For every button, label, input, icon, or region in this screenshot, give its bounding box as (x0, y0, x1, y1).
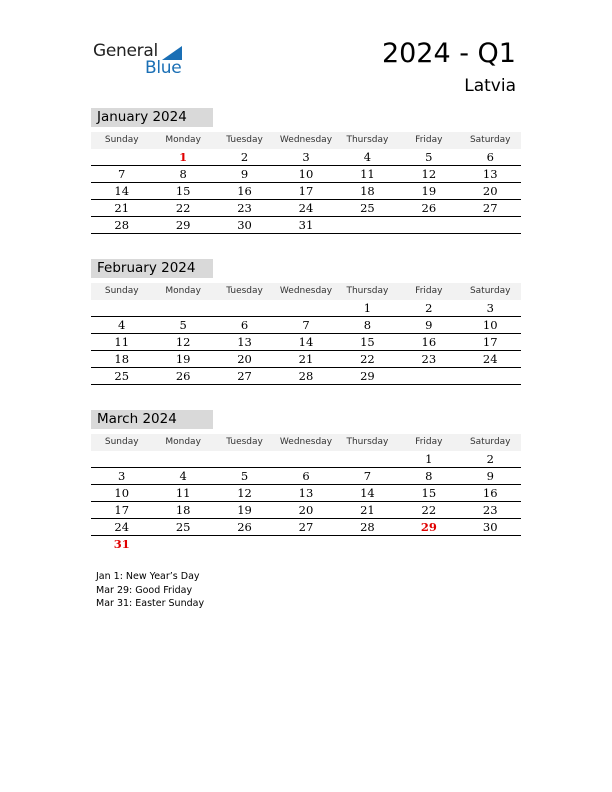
day-cell: 27 (482, 201, 498, 215)
empty-day-cell (398, 217, 459, 233)
day-cell: 16 (237, 184, 252, 198)
day-cell: 11 (360, 167, 375, 181)
weekday-label: Saturday (469, 437, 511, 447)
holiday-note: Mar 29: Good Friday (96, 584, 193, 596)
weekday-label: Wednesday (279, 437, 333, 447)
day-cell: 27 (237, 369, 252, 383)
day-cell: 26 (175, 369, 191, 383)
day-cell: 10 (298, 167, 314, 181)
weekday-label: Thursday (346, 135, 389, 145)
day-cell: 20 (482, 184, 498, 198)
day-cell: 5 (240, 469, 249, 483)
weekday-label: Thursday (346, 437, 389, 447)
day-cell: 12 (421, 167, 437, 181)
day-cell: 30 (482, 520, 498, 534)
day-cell: 8 (363, 318, 372, 332)
day-cell: 25 (114, 369, 130, 383)
month-february (91, 259, 521, 385)
day-cell: 14 (114, 184, 130, 198)
day-cell: 28 (298, 369, 314, 383)
day-cell: 13 (237, 335, 252, 349)
empty-day-cell (275, 300, 336, 316)
day-cell: 7 (302, 318, 310, 332)
empty-day-cell (275, 536, 336, 552)
week-row (91, 368, 521, 385)
day-cell: 12 (237, 486, 252, 500)
day-cell: 24 (482, 352, 498, 366)
weekday-label: Wednesday (279, 286, 333, 296)
day-cell: 8 (179, 167, 187, 181)
empty-day-cell (398, 368, 459, 384)
empty-day-cell (337, 451, 398, 467)
week-row (91, 334, 521, 351)
day-cell: 20 (237, 352, 252, 366)
day-cell: 25 (175, 520, 191, 534)
day-cell: 6 (240, 318, 249, 332)
day-cell: 22 (175, 201, 191, 215)
day-cell: 16 (421, 335, 437, 349)
week-row (91, 183, 521, 200)
day-cell: 1 (425, 452, 433, 466)
day-cell: 13 (482, 167, 498, 181)
logo-blue-text: Blue (145, 58, 182, 78)
weekday-label: Saturday (469, 286, 511, 296)
weekday-label: Thursday (346, 286, 389, 296)
weekday-label: Monday (165, 437, 201, 447)
day-cell: 29 (420, 520, 437, 534)
week-row (91, 519, 521, 536)
day-cell: 8 (425, 469, 433, 483)
day-cell: 1 (179, 150, 188, 164)
day-cell: 5 (179, 318, 187, 332)
day-cell: 3 (486, 301, 494, 315)
day-cell: 15 (175, 184, 191, 198)
weekday-header (91, 434, 521, 451)
day-cell: 31 (298, 218, 314, 232)
day-cell: 23 (237, 201, 252, 215)
day-cell: 10 (114, 486, 130, 500)
empty-day-cell (152, 536, 213, 552)
day-cell: 1 (363, 301, 372, 315)
week-row (91, 351, 521, 368)
day-cell: 6 (486, 150, 494, 164)
month-title: March 2024 (91, 410, 213, 429)
empty-day-cell (337, 536, 398, 552)
weekday-label: Wednesday (279, 135, 333, 145)
day-cell: 2 (240, 150, 249, 164)
empty-day-cell (337, 217, 398, 233)
day-cell: 29 (360, 369, 375, 383)
day-cell: 19 (175, 352, 191, 366)
empty-day-cell (152, 300, 213, 316)
day-cell: 2 (425, 301, 433, 315)
day-cell: 7 (363, 469, 372, 483)
weekday-label: Sunday (104, 135, 139, 145)
weekday-label: Friday (415, 286, 443, 296)
day-cell: 19 (237, 503, 252, 517)
empty-day-cell (214, 451, 275, 467)
day-cell: 21 (114, 201, 130, 215)
day-cell: 29 (175, 218, 191, 232)
page-title: 2024 - Q1 (381, 38, 516, 69)
weekday-label: Tuesday (226, 286, 263, 296)
day-cell: 9 (240, 167, 249, 181)
empty-day-cell (398, 536, 459, 552)
day-cell: 28 (114, 218, 130, 232)
weekday-label: Monday (165, 135, 201, 145)
holiday-note: Mar 31: Easter Sunday (96, 598, 205, 609)
month-title: January 2024 (91, 108, 213, 127)
empty-day-cell (152, 451, 213, 467)
day-cell: 24 (298, 201, 314, 215)
day-cell: 20 (298, 503, 314, 517)
day-cell: 26 (421, 201, 437, 215)
weekday-label: Friday (415, 437, 443, 447)
weekday-label: Friday (415, 135, 443, 145)
day-cell: 2 (486, 452, 494, 466)
day-cell: 30 (237, 218, 252, 232)
weekday-label: Sunday (104, 286, 139, 296)
empty-day-cell (460, 217, 521, 233)
day-cell: 6 (302, 469, 310, 483)
day-cell: 4 (118, 318, 126, 332)
week-row (91, 468, 521, 485)
day-cell: 26 (237, 520, 252, 534)
empty-day-cell (91, 300, 152, 316)
day-cell: 13 (298, 486, 314, 500)
day-cell: 14 (298, 335, 314, 349)
week-row (91, 536, 521, 552)
empty-day-cell (460, 368, 521, 384)
day-cell: 27 (298, 520, 314, 534)
brand-logo (93, 41, 193, 81)
day-cell: 17 (482, 335, 498, 349)
weekday-label: Tuesday (226, 437, 263, 447)
week-row (91, 149, 521, 166)
day-cell: 5 (425, 150, 433, 164)
week-row (91, 451, 521, 468)
weekday-header (91, 283, 521, 300)
holiday-note: Jan 1: New Year’s Day (96, 571, 200, 582)
empty-day-cell (275, 451, 336, 467)
day-cell: 7 (118, 167, 126, 181)
week-row (91, 217, 521, 234)
day-cell: 24 (114, 520, 130, 534)
empty-day-cell (91, 149, 152, 165)
day-cell: 9 (486, 469, 494, 483)
weekday-label: Tuesday (226, 135, 263, 145)
day-cell: 3 (302, 150, 310, 164)
day-cell: 18 (360, 184, 375, 198)
day-cell: 18 (114, 352, 130, 366)
day-cell: 28 (360, 520, 375, 534)
country-name: Latvia (464, 76, 516, 96)
day-cell: 17 (114, 503, 130, 517)
day-cell: 15 (421, 486, 437, 500)
week-row (91, 485, 521, 502)
week-row (91, 317, 521, 334)
day-cell: 15 (360, 335, 375, 349)
week-row (91, 166, 521, 183)
weekday-label: Monday (165, 286, 201, 296)
day-cell: 9 (425, 318, 433, 332)
day-cell: 11 (114, 335, 130, 349)
empty-day-cell (214, 536, 275, 552)
weekday-label: Saturday (469, 135, 511, 145)
day-cell: 31 (113, 537, 130, 551)
day-cell: 22 (421, 503, 437, 517)
day-cell: 19 (421, 184, 437, 198)
day-cell: 10 (482, 318, 498, 332)
day-cell: 3 (118, 469, 126, 483)
day-cell: 16 (482, 486, 498, 500)
holiday-notes (96, 570, 204, 611)
day-cell: 23 (421, 352, 437, 366)
month-march (91, 410, 521, 552)
day-cell: 14 (360, 486, 375, 500)
day-cell: 18 (175, 503, 191, 517)
day-cell: 23 (482, 503, 498, 517)
weekday-label: Sunday (104, 437, 139, 447)
week-row (91, 502, 521, 519)
week-row (91, 200, 521, 217)
logo-general-text: General (93, 41, 158, 61)
weekday-header (91, 132, 521, 149)
day-cell: 17 (298, 184, 314, 198)
day-cell: 25 (360, 201, 375, 215)
month-january (91, 108, 521, 234)
day-cell: 11 (175, 486, 191, 500)
day-cell: 4 (179, 469, 187, 483)
day-cell: 21 (360, 503, 375, 517)
day-cell: 21 (298, 352, 314, 366)
empty-day-cell (460, 536, 521, 552)
day-cell: 22 (360, 352, 375, 366)
empty-day-cell (91, 451, 152, 467)
day-cell: 12 (175, 335, 191, 349)
week-row (91, 300, 521, 317)
day-cell: 4 (363, 150, 372, 164)
empty-day-cell (214, 300, 275, 316)
month-title: February 2024 (91, 259, 213, 278)
